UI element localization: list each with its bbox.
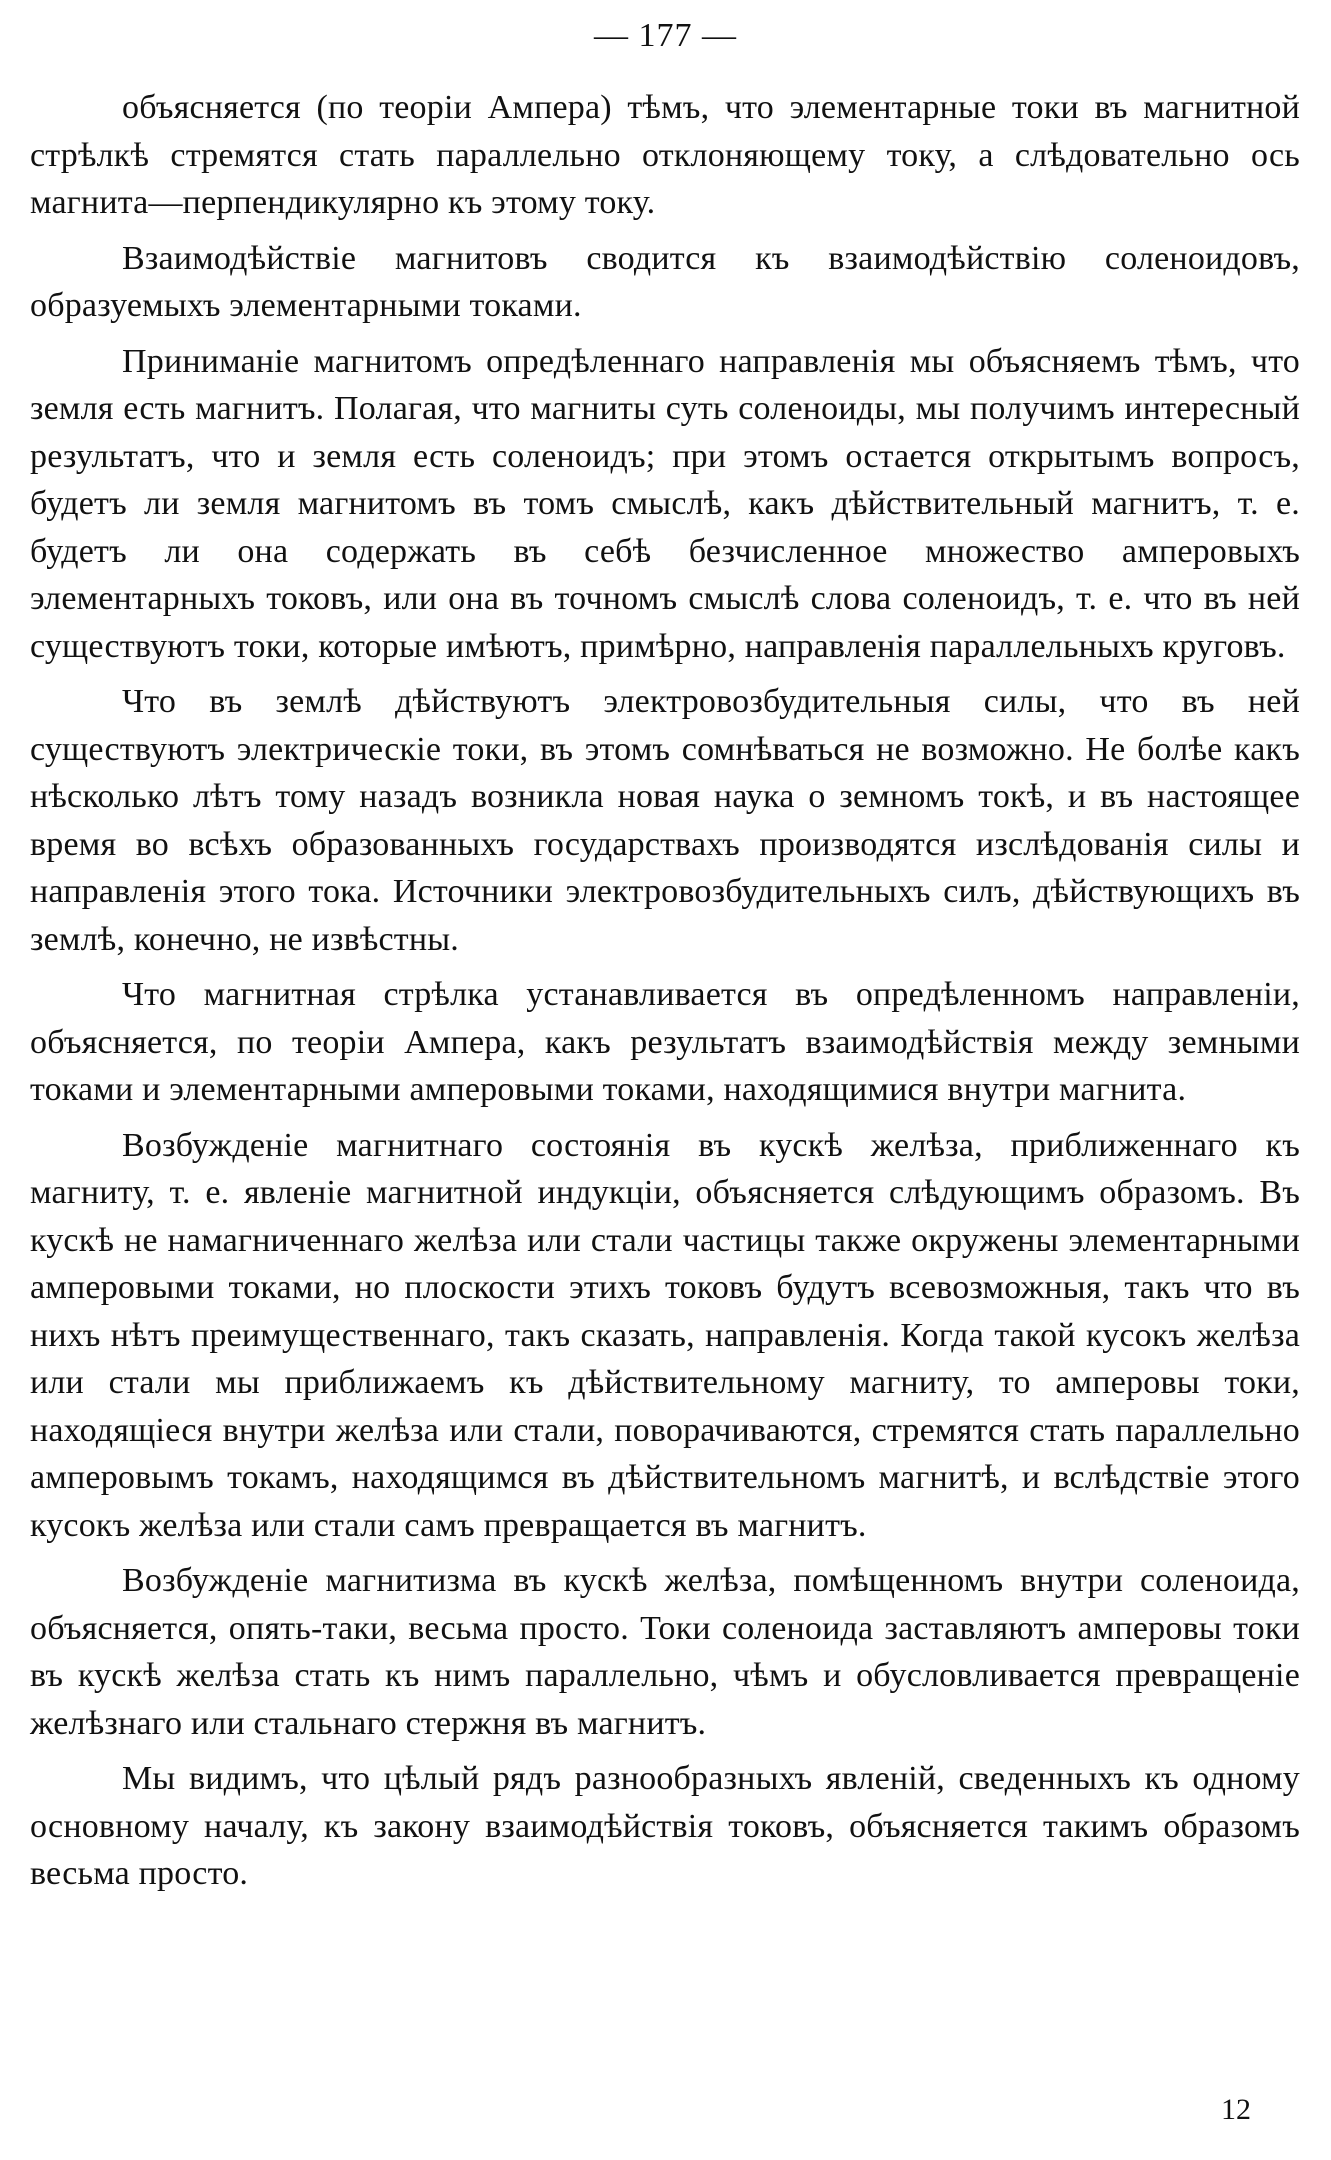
paragraph-6: Возбужденіе магнитнаго состоянія въ кускѣ желѣза, приближеннаго къ магниту, т. е. явленіе магнитной индукціи, объясняется слѣдующимъ образомъ. Въ кускѣ не намагниченнаго желѣза или стали частицы также окружены элементарными амперовыми токами, но плоскости этихъ токовъ будутъ всевозможныя, такъ что въ нихъ нѣтъ преимущественнаго, такъ сказать, направленія. Когда такой кусокъ желѣза или стали мы приближаемъ къ дѣйствительному магниту, то амперовы токи, находящіеся внутри желѣза или стали, поворачиваются, стремятся стать параллельно амперовымъ токамъ, находящимся въ дѣйствительномъ магнитѣ, и вслѣдствіе этого кусокъ желѣза или стали самъ превращается въ магнитъ.: [30, 1126, 1300, 1544]
paragraph-3: Приниманіе магнитомъ опредѣленнаго направленія мы объясняемъ тѣмъ, что земля есть магнитъ. Полагая, что магниты суть соленоиды, мы получимъ интересный результатъ, что и земля есть соленоидъ; при этомъ остается открытымъ вопросъ, будетъ ли земля магнитомъ въ томъ смыслѣ, какъ дѣйствительный магнитъ, т. е. будетъ ли она содержать въ себѣ безчисленное множество амперовыхъ элементарныхъ токовъ, или она въ точномъ смыслѣ слова соленоидъ, т. е. что въ ней существуютъ токи, которые имѣютъ, примѣрно, направленія параллельныхъ круговъ.: [30, 342, 1300, 665]
signature-mark: 12: [1221, 2093, 1251, 2126]
paragraph-2: Взаимодѣйствіе магнитовъ сводится къ взаимодѣйствію соленоидовъ, образуемыхъ элементарными токами.: [30, 239, 1300, 324]
paragraph-5: Что магнитная стрѣлка устанавливается въ опредѣленномъ направленіи, объясняется, по теоріи Ампера, какъ результатъ взаимодѣйствія между земными токами и элементарными амперовыми токами, находящимися внутри магнита.: [30, 976, 1300, 1108]
paragraph-7: Возбужденіе магнитизма въ кускѣ желѣза, помѣщенномъ внутри соленоида, объясняется, опять-таки, весьма просто. Токи соленоида заставляютъ амперовы токи въ кускѣ желѣза стать къ нимъ параллельно, чѣмъ и обусловливается превращеніе желѣзнаго или стальнаго стержня въ магнитъ.: [30, 1562, 1300, 1742]
paragraph-4: Что въ землѣ дѣйствуютъ электровозбудительныя силы, что въ ней существуютъ электрическіе токи, въ этомъ сомнѣваться не возможно. Не болѣе какъ нѣсколько лѣтъ тому назадъ возникла новая наука о земномъ токѣ, и въ настоящее время во всѣхъ образованныхъ государствахъ производятся изслѣдованія силы и направленія этого тока. Источники электровозбудительныхъ силъ, дѣйствующихъ въ землѣ, конечно, не извѣстны.: [30, 683, 1300, 958]
page-number: — 177 —: [594, 17, 737, 54]
paragraph-8: Мы видимъ, что цѣлый рядъ разнообразныхъ явленій, сведенныхъ къ одному основному началу, къ закону взаимодѣйствія токовъ, объясняется такимъ образомъ весьма просто.: [30, 1760, 1300, 1892]
body-text: [30, 84, 1300, 1906]
paragraph-1: объясняется (по теоріи Ампера) тѣмъ, что элементарные токи въ магнитной стрѣлкѣ стремятся стать параллельно отклоняющему току, а слѣдовательно ось магнита—перпендикулярно къ этому току.: [30, 89, 1300, 221]
